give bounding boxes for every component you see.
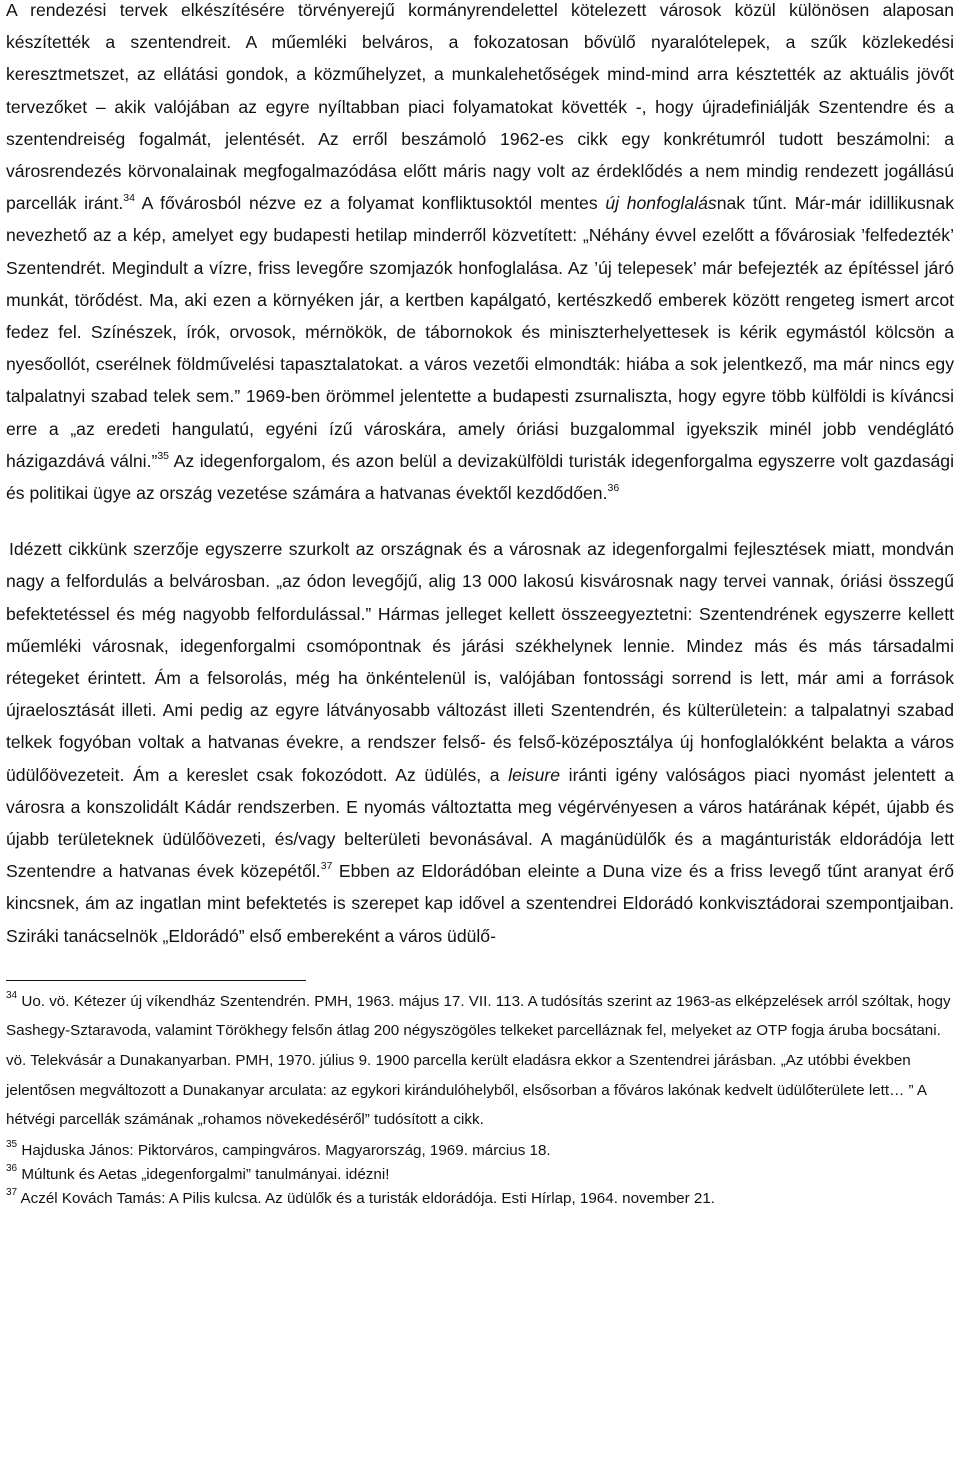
footnote-number: 36	[6, 1162, 18, 1174]
footnote-text: Uo. vö. Kétezer új víkendház Szentendrén. PMH, 1963. május 17. VII. 113. A tudósítás szerint az 1963-as elképzelések arról szóltak, hogy Sashegy-Sztaravoda, valamint Törökhegy felsőn átlag 200 négyszögöles telkeket parcelláznak fel, melyeket az OTP fogja áruba bocsátani. vö. Telekvásár a Dunakanyarban. PMH, 1970. július 9. 1900 parcella került eladásra ekkor a Szentendrei járásban. „Az utóbbi években jelentősen megváltozott a Dunakanyar arculata: az egykori kirándulóhelyből, elsősorban a főváros lakónak kedvelt üdülőterülete lett… ” A hétvégi parcellák számának „rohamos növekedéséről” tudósított a cikk.	[6, 992, 951, 1129]
italic-term: leisure	[508, 764, 561, 785]
paragraph-text: Az idegenforgalom, és azon belül a devizakülföldi turisták idegenforgalma egyszerre volt gazdasági és politikai ügye az ország vezetése számára a hatvanas évektől kezdődően.	[6, 450, 954, 504]
footnote-number: 34	[6, 989, 18, 1001]
footnote-36	[6, 1163, 954, 1187]
footnote-34	[6, 987, 954, 1135]
body-paragraph-1	[6, 0, 954, 509]
footnote-text: Aczél Kovách Tamás: A Pilis kulcsa. Az üdülők és a turisták eldorádója. Esti Hírlap, 1964. november 21.	[20, 1189, 715, 1207]
footnote-text: Hajduska János: Piktorváros, campingváros. Magyarország, 1969. március 18.	[21, 1141, 551, 1159]
italic-term: új honfoglalás	[605, 193, 717, 214]
body-paragraph-2	[6, 533, 954, 952]
footnote-ref-36[interactable]: 36	[607, 482, 620, 495]
footnote-text: Múltunk és Aetas „idegenforgalmi” tanulmányai. idézni!	[21, 1165, 390, 1183]
footnote-ref-35[interactable]: 35	[157, 449, 170, 462]
paragraph-text: Ebben az Eldorádóban eleinte a Duna vize és a friss levegő tűnt aranyat érő kincsnek, ám az ingatlan mint befektetés is szerepet kap idővel a szentendrei Eldorádó konkvisztádorai szempontjaiban. Sziráki tanácselnök „Eldorádó” első embereként a város üdülő-	[6, 861, 954, 946]
footnote-35	[6, 1139, 954, 1163]
paragraph-text: nak tűnt. Már-már idillikusnak nevezhető az a kép, amelyet egy budapesti hetilap minderről közvetített: „Néhány évvel ezelőtt a fővárosiak ’felfedezték’ Szentendrét. Megindult a vízre, friss levegőre szomjazók honfoglalása. Az ’új telepesek’ már befejezték az építéssel járó munkát, törődést. Ma, aki ezen a környéken jár, a kertben kapálgató, kertészkedő emberek között rengeteg ismert arcot fedez fel. Színészek, írók, orvosok, mérnökök, de tábornokok és miniszterhelyettesek is kérik egymástól kölcsön a nyesőollót, cserélnek földművelési tapasztalatokat. a város vezetői elmondták: hiába a sok jelentkező, ma már nincs egy talpalatnyi szabad telek sem.” 1969-ben örömmel jelentette a budapesti zsurnaliszta, hogy egyre több külföldi is kíváncsi erre a „az eredeti hangulatú, egyéni ízű városkára, amely óriási buzgalommal igyekszik minél jobb vendéglátó házigazdává válni.”	[6, 193, 955, 471]
footnote-ref-34[interactable]: 34	[123, 192, 135, 205]
paragraph-text: A rendezési tervek elkészítésére törvényerejű kormányrendelettel kötelezett városok közül különösen alaposan készítették a szentendreit. A műemléki belváros, a fokozatosan bővülő nyaralótelepek, a szűk közlekedési keresztmetszet, az ellátási gondok, a közműhelyzet, a munkalehetőségek mind-mind arra késztették az aktuális jövőt tervezőket – akik valójában az egyre nyíltabban piaci folyamatokat követték -, hogy újradefiniálják Szentendre és a szentendreiség fogalmát, jelentését. Az erről beszámoló 1962-es cikk egy konkrétumról tudott beszámolni: a városrendezés körvonalainak megfogalmazódása előtt máris nagy volt az érdeklődés a nem mindig rendezett jogállású parcellák iránt.	[6, 0, 954, 214]
footnote-number: 35	[6, 1138, 18, 1150]
footnote-separator	[6, 980, 306, 981]
paragraph-text: iránti igény valóságos piaci nyomást jelentett a városra a konszolidált Kádár rendszerben. E nyomás változtatta meg végérvényesen a város határának képét, újabb és újabb területeknek üdülőövezeti, és/vagy belterületi bevonásával. A magánüdülők és a magánturisták eldorádója lett Szentendre a hatvanas évek közepétől.	[6, 764, 954, 882]
footnote-37	[6, 1187, 954, 1211]
paragraph-text: A fővárosból nézve ez a folyamat konfliktusoktól mentes	[134, 193, 606, 214]
footnote-number: 37	[6, 1186, 18, 1198]
footnote-ref-37[interactable]: 37	[320, 860, 333, 873]
paragraph-text: Idézett cikkünk szerzője egyszerre szurkolt az országnak és a városnak az idegenforgalmi fejlesztések miatt, mondván nagy a felfordulás a belvárosban. „az ódon levegőjű, alig 13 000 lakosú kisvárosnak nagy tervei vannak, óriási összegű befektetéssel és még nagyobb felfordulással.” Hármas jelleget kellett összeegyeztetni: Szentendrének egyszerre kellett műemléki városnak, idegenforgalmi csomópontnak és járási székhelynek lennie. Mindez más és más társadalmi rétegeket érintett. Ám a felsorolás, még ha önkéntelenül is, valójában fontossági sorrend is lett, már ami a források újraelosztását illeti. Ami pedig az egyre látványosabb változást illeti Szentendrén, és külterületein: a talpalatnyi szabad telkek fogyóban voltak a hatvanas évekre, a rendszer felső- és felső-középosztálya új honfoglalókként belakta a város üdülőövezeteit. Ám a kereslet csak fokozódott. Az üdülés, a	[6, 539, 954, 785]
footnotes	[6, 987, 954, 1211]
